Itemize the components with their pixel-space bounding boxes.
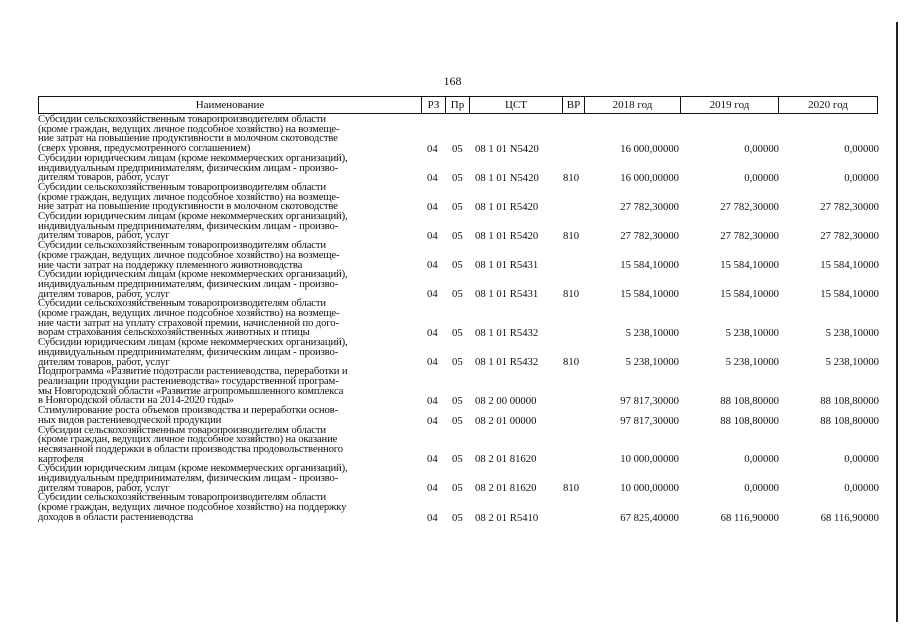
row-amount-2019: 0,00000 [744,142,779,155]
row-vr: 810 [563,356,580,369]
table-row [38,151,883,184]
row-name-line: картофеля [38,452,84,465]
row-name [38,212,420,241]
row-amount-2020: 88 108,80000 [820,414,879,427]
row-name-line: (кроме граждан, ведущих личное подсобное хозяйство) на возмеще- [38,248,340,261]
row-amount-2019: 27 782,30000 [720,230,779,243]
row-name-line: Субсидии сельскохозяйственным товаропроизводителям области [38,297,326,310]
row-name-line: (кроме граждан, ведущих личное подсобное хозяйство) на оказание [38,433,338,446]
row-amount-2018: 27 782,30000 [620,230,679,243]
row-pr: 05 [452,201,463,214]
table-row [38,367,883,406]
row-name-line: индивидуальным предпринимателям, физическим лицам - произво- [38,219,339,232]
row-name-line: Стимулирование роста объемов производства и переработки основ- [38,404,338,417]
row-amount-2018: 10 000,00000 [620,482,679,495]
table-body [38,115,883,523]
row-amount-2019: 15 584,10000 [720,259,779,272]
row-rz: 04 [427,201,438,214]
row-name-line: ных видов растениеводческой продукции [38,413,222,426]
table-row [38,338,883,367]
table-row [38,423,883,466]
row-name-line: (сверх уровня, предусмотренного соглашением) [38,142,251,155]
row-pr: 05 [452,453,463,466]
row-cst: 08 1 01 N5420 [475,142,539,155]
table-row [38,270,883,299]
row-name-line: Субсидии юридическим лицам (кроме некоммерческих организаций), [38,210,348,223]
row-vr: 810 [563,482,580,495]
row-amount-2019: 68 116,90000 [720,511,779,524]
table-row [38,241,883,270]
row-name [38,180,420,213]
row-name-line: индивидуальным предпринимателям, физическим лицам - произво- [38,472,339,485]
row-rz: 04 [427,288,438,301]
row-amount-2018: 16 000,00000 [620,171,679,184]
row-amount-2019: 15 584,10000 [720,288,779,301]
row-name-line: несвязанной поддержки в области производства продовольственного [38,442,343,455]
row-rz: 04 [427,356,438,369]
row-name-line: Субсидии сельскохозяйственным товаропроизводителям области [38,423,326,436]
row-name [38,367,420,406]
header-2019: 2019 год [680,97,778,113]
row-amount-2020: 5 238,10000 [825,356,879,369]
row-amount-2020: 0,00000 [844,482,879,495]
row-name-line: (кроме граждан, ведущих личное подсобное хозяйство) на возмеще- [38,190,340,203]
row-name-line: реализации продукции растениеводства» государственной програм- [38,374,339,387]
row-name-line: ние затрат на повышение продуктивности в молочном скотоводстве [38,200,338,213]
row-name [38,493,420,522]
row-name-line: (кроме граждан, ведущих личное подсобное хозяйство) на поддержку [38,501,347,514]
row-name-line: доходов в области растениеводства [38,510,194,523]
row-amount-2018: 27 782,30000 [620,201,679,214]
row-amount-2019: 5 238,10000 [725,356,779,369]
row-rz: 04 [427,230,438,243]
row-name-line: дителям товаров, работ, услуг [38,481,170,494]
row-name-line: (кроме граждан, ведущих личное подсобное хозяйство) на возмеще- [38,307,340,320]
row-rz: 04 [427,414,438,427]
table-row [38,406,883,425]
row-rz: 04 [427,453,438,466]
header-cst: ЦСТ [469,97,562,113]
row-name-line: Субсидии юридическим лицам (кроме некоммерческих организаций), [38,336,348,349]
row-amount-2019: 5 238,10000 [725,327,779,340]
row-amount-2018: 15 584,10000 [620,259,679,272]
row-amount-2018: 97 817,30000 [620,414,679,427]
row-cst: 08 1 01 R5420 [475,201,539,214]
header-name: Наименование [195,99,265,111]
row-cst: 08 1 01 R5432 [475,356,539,369]
table-row [38,180,883,214]
row-pr: 05 [452,511,463,524]
row-amount-2018: 16 000,00000 [620,142,679,155]
table-row [38,464,883,493]
row-name-line: Субсидии сельскохозяйственным товаропроизводителям области [38,113,326,125]
row-cst: 08 1 01 N5420 [475,171,539,184]
row-amount-2018: 15 584,10000 [620,288,679,301]
table-row [38,493,883,522]
row-name-line: индивидуальным предпринимателям, физическим лицам - произво- [38,161,339,174]
row-name-line: ние затрат на повышение продуктивности в молочном скотоводстве [38,132,338,145]
row-name-line: дителям товаров, работ, услуг [38,229,170,242]
row-amount-2019: 0,00000 [744,171,779,184]
row-amount-2020: 0,00000 [844,453,879,466]
row-amount-2018: 5 238,10000 [625,327,679,340]
row-cst: 08 2 01 00000 [475,414,537,427]
row-name-line: в Новгородской области на 2014-2020 годы» [38,394,234,407]
table-row [38,115,883,154]
row-amount-2019: 88 108,80000 [720,414,779,427]
row-name-line: ние части затрат на поддержку племенного животноводства [38,258,303,271]
row-name [38,299,420,338]
row-name [38,115,420,154]
row-vr: 810 [563,230,580,243]
header-pr: Пр [445,97,469,113]
row-amount-2020: 27 782,30000 [820,230,879,243]
row-name-line: индивидуальным предпринимателям, физическим лицам - произво- [38,345,339,358]
row-amount-2020: 15 584,10000 [820,259,879,272]
row-name [38,464,420,493]
row-pr: 05 [452,259,463,272]
row-amount-2019: 0,00000 [744,482,779,495]
row-pr: 05 [452,327,463,340]
table-row [38,212,883,241]
row-vr: 810 [563,171,580,184]
row-amount-2018: 67 825,40000 [620,511,679,524]
row-name-line: Субсидии юридическим лицам (кроме некоммерческих организаций), [38,268,348,281]
row-name [38,151,420,184]
row-cst: 08 2 01 81620 [475,482,537,495]
row-amount-2020: 68 116,90000 [820,511,879,524]
row-cst: 08 1 01 R5432 [475,327,539,340]
row-name [38,423,420,465]
row-rz: 04 [427,482,438,495]
row-name-line: ворам страхования сельскохозяйственных животных и птицы [38,326,310,339]
row-amount-2019: 88 108,80000 [720,395,779,408]
row-rz: 04 [427,259,438,272]
row-amount-2019: 27 782,30000 [720,201,779,214]
row-pr: 05 [452,395,463,408]
row-amount-2018: 5 238,10000 [625,356,679,369]
row-name-line: дителям товаров, работ, услуг [38,355,170,368]
row-rz: 04 [427,327,438,340]
row-pr: 05 [452,482,463,495]
row-name [38,241,420,270]
row-amount-2020: 0,00000 [844,142,879,155]
header-2020: 2020 год [778,97,877,113]
row-amount-2019: 0,00000 [744,453,779,466]
row-name-line: ние части затрат на уплату страховой премии, начисленной по дого- [38,316,339,329]
row-cst: 08 2 01 81620 [475,453,537,466]
row-name-line: дителям товаров, работ, услуг [38,287,170,300]
row-amount-2020: 15 584,10000 [820,288,879,301]
row-pr: 05 [452,288,463,301]
row-rz: 04 [427,142,438,155]
row-name-line: Субсидии сельскохозяйственным товаропроизводителям области [38,180,326,193]
row-amount-2020: 0,00000 [844,171,879,184]
row-name [38,338,420,367]
row-cst: 08 1 01 R5431 [475,259,539,272]
page-number: 168 [443,74,462,88]
row-amount-2020: 5 238,10000 [825,327,879,340]
row-name-line: мы Новгородской области «Развитие агропромышленного комплекса [38,384,344,397]
row-amount-2020: 88 108,80000 [820,395,879,408]
row-name-line: Подпрограмма «Развитие подотрасли растениеводства, переработки и [38,365,348,378]
row-rz: 04 [427,171,438,184]
row-amount-2018: 10 000,00000 [620,453,679,466]
header-2018: 2018 год [584,97,680,113]
row-pr: 05 [452,356,463,369]
row-cst: 08 1 01 R5431 [475,288,539,301]
header-rz: РЗ [421,97,445,113]
row-cst: 08 1 01 R5420 [475,230,539,243]
header-vr: ВР [562,97,584,113]
row-cst: 08 2 01 R5410 [475,511,539,524]
row-name-line: (кроме граждан, ведущих личное подсобное хозяйство) на возмеще- [38,122,340,135]
row-pr: 05 [452,142,463,155]
row-pr: 05 [452,171,463,184]
row-name [38,270,420,299]
table-header [38,96,878,114]
row-rz: 04 [427,511,438,524]
row-cst: 08 2 00 00000 [475,395,537,408]
row-name-line: Субсидии сельскохозяйственным товаропроизводителям области [38,239,326,252]
row-name-line: Субсидии юридическим лицам (кроме некоммерческих организаций), [38,462,348,475]
row-pr: 05 [452,230,463,243]
row-rz: 04 [427,395,438,408]
row-amount-2018: 97 817,30000 [620,395,679,408]
row-name [38,406,420,425]
row-pr: 05 [452,414,463,427]
row-amount-2020: 27 782,30000 [820,201,879,214]
table-row [38,299,883,338]
row-name-line: Субсидии юридическим лицам (кроме некоммерческих организаций), [38,151,348,164]
page-edge-rule [896,22,898,622]
row-name-line: индивидуальным предпринимателям, физическим лицам - произво- [38,277,339,290]
row-name-line: дителям товаров, работ, услуг [38,171,170,184]
row-name-line: Субсидии сельскохозяйственным товаропроизводителям области [38,491,326,504]
row-vr: 810 [563,288,580,301]
